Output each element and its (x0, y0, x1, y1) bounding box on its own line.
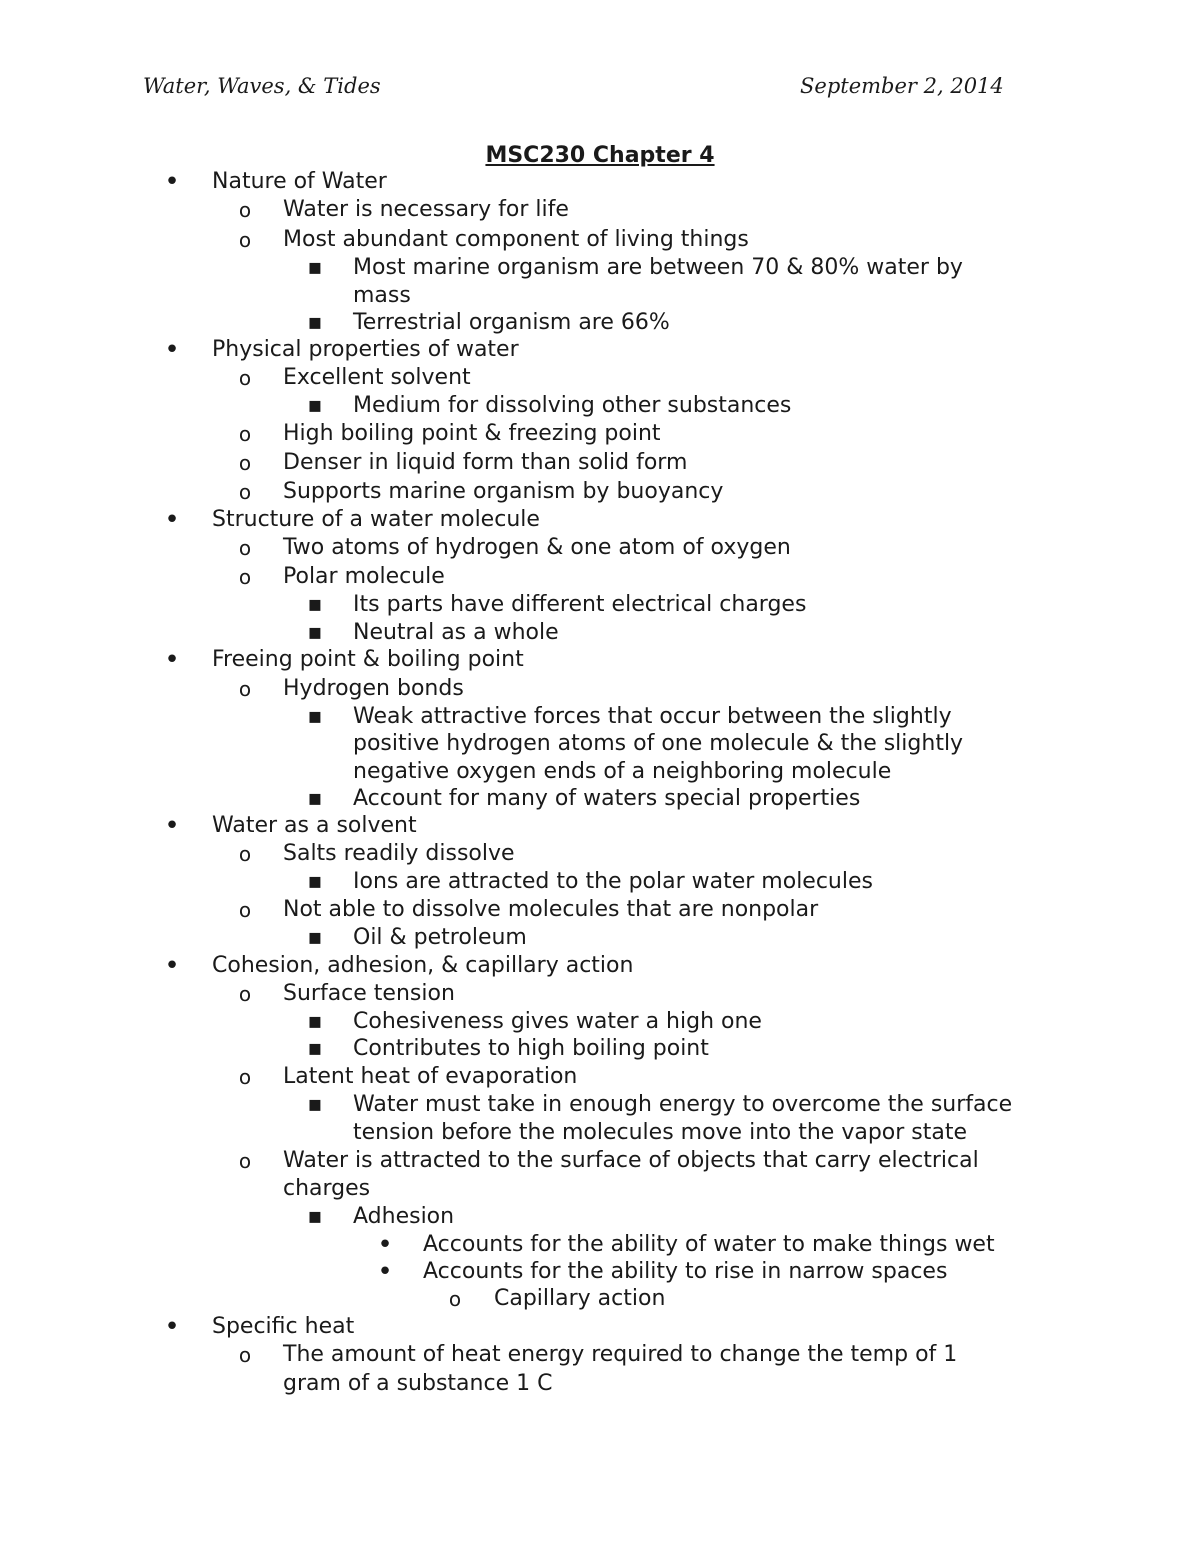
outline-item-text: Medium for dissolving other substances (353, 393, 792, 418)
outline-item-text: Freeing point & boiling point (212, 647, 524, 672)
outline-item-level-2 (0, 1008, 1200, 1036)
circle-bullet-icon (235, 1147, 255, 1176)
outline-item-level-2 (0, 758, 1200, 786)
outline-item-text: negative oxygen ends of a neighboring molecule (353, 759, 892, 784)
outline-item-level-2 (0, 254, 1200, 282)
outline-item-text: Cohesion, adhesion, & capillary action (212, 953, 634, 978)
outline-item-level-2 (0, 703, 1200, 731)
outline-item-level-2 (0, 924, 1200, 952)
outline-item-text: Hydrogen bonds (283, 676, 464, 701)
circle-bullet-icon (235, 840, 255, 869)
outline-item-text: Water must take in enough energy to overcome the surface (353, 1092, 1013, 1117)
disc-bullet-icon (162, 646, 182, 676)
circle-bullet-icon (235, 196, 255, 225)
circle-bullet-icon (235, 478, 255, 507)
square-bullet-icon (305, 254, 325, 282)
outline-item-level-2 (0, 730, 1200, 758)
document-header-left: Water, Waves, & Tides (143, 74, 381, 98)
outline-item-text: Salts readily dissolve (283, 841, 515, 866)
outline-item-text: Its parts have different electrical charges (353, 592, 807, 617)
outline-item-level-0 (0, 336, 1200, 364)
square-bullet-icon (305, 924, 325, 952)
outline-item-text: Weak attractive forces that occur between the slightly (353, 704, 952, 729)
outline-item-text: Capillary action (494, 1286, 666, 1311)
disc-bullet-icon (162, 506, 182, 536)
outline-item-level-1 (0, 896, 1200, 924)
disc-bullet-icon (162, 952, 182, 982)
square-bullet-icon (305, 1008, 325, 1036)
disc-bullet-icon (375, 1258, 395, 1288)
outline-item-text: Two atoms of hydrogen & one atom of oxygen (283, 535, 791, 560)
outline-item-level-2 (0, 868, 1200, 896)
outline-item-text: Surface tension (283, 981, 455, 1006)
square-bullet-icon (305, 785, 325, 813)
outline-item-level-1 (0, 420, 1200, 448)
outline-item-level-2 (0, 282, 1200, 310)
outline-item-level-0 (0, 1313, 1200, 1341)
outline-item-text: Nature of Water (212, 169, 387, 194)
outline-item-level-1 (0, 1063, 1200, 1091)
outline-item-text: Polar molecule (283, 564, 445, 589)
circle-bullet-icon (235, 896, 255, 925)
outline-item-text: Most marine organism are between 70 & 80% water by (353, 255, 963, 280)
outline-item-level-4 (0, 1285, 1200, 1313)
square-bullet-icon (305, 1203, 325, 1231)
outline-item-text: mass (353, 283, 411, 308)
square-bullet-icon (305, 309, 325, 337)
outline-item-level-2 (0, 392, 1200, 420)
outline-item-level-2 (0, 1203, 1200, 1231)
circle-bullet-icon (235, 226, 255, 255)
outline-item-level-1 (0, 1370, 1200, 1398)
outline-item-text: Account for many of waters special properties (353, 786, 861, 811)
circle-bullet-icon (235, 1341, 255, 1370)
outline-item-text: Latent heat of evaporation (283, 1064, 578, 1089)
circle-bullet-icon (235, 980, 255, 1009)
outline-item-level-0 (0, 646, 1200, 674)
outline-item-text: tension before the molecules move into the vapor state (353, 1120, 968, 1145)
outline-item-text: Denser in liquid form than solid form (283, 450, 688, 475)
outline-item-text: Neutral as a whole (353, 620, 559, 645)
outline-item-text: Oil & petroleum (353, 925, 527, 950)
outline-item-text: Cohesiveness gives water a high one (353, 1009, 762, 1034)
outline-item-level-1 (0, 1175, 1200, 1203)
outline-item-level-1 (0, 980, 1200, 1008)
square-bullet-icon (305, 1091, 325, 1119)
square-bullet-icon (305, 868, 325, 896)
outline-item-text: charges (283, 1176, 371, 1201)
disc-bullet-icon (162, 336, 182, 366)
outline-item-text: Structure of a water molecule (212, 507, 540, 532)
outline-item-text: Water as a solvent (212, 813, 417, 838)
outline-item-level-1 (0, 364, 1200, 392)
outline-item-level-1 (0, 840, 1200, 868)
outline-item-text: Water is attracted to the surface of objects that carry electrical (283, 1148, 979, 1173)
circle-bullet-icon (235, 420, 255, 449)
outline-item-level-2 (0, 785, 1200, 813)
outline-item-text: Excellent solvent (283, 365, 471, 390)
disc-bullet-icon (162, 168, 182, 198)
outline-item-text: Most abundant component of living things (283, 227, 749, 252)
document-header-date: September 2, 2014 (800, 74, 1004, 98)
outline-item-text: High boiling point & freezing point (283, 421, 661, 446)
outline-item-level-0 (0, 168, 1200, 196)
outline-item-text: Water is necessary for life (283, 197, 569, 222)
outline-item-level-1 (0, 226, 1200, 254)
outline-item-level-1 (0, 196, 1200, 224)
outline-item-text: Accounts for the ability of water to make things wet (423, 1232, 995, 1257)
circle-bullet-icon (235, 1063, 255, 1092)
outline-item-level-0 (0, 812, 1200, 840)
circle-bullet-icon (445, 1285, 465, 1314)
outline-item-text: Adhesion (353, 1204, 455, 1229)
page-title: MSC230 Chapter 4 (485, 143, 715, 168)
outline-item-level-2 (0, 619, 1200, 647)
outline-item-level-0 (0, 506, 1200, 534)
outline-item-level-3 (0, 1231, 1200, 1259)
square-bullet-icon (305, 392, 325, 420)
outline-item-text: Supports marine organism by buoyancy (283, 479, 724, 504)
outline-item-text: Ions are attracted to the polar water molecules (353, 869, 873, 894)
outline-item-level-1 (0, 1147, 1200, 1175)
circle-bullet-icon (235, 534, 255, 563)
square-bullet-icon (305, 703, 325, 731)
outline-item-level-1 (0, 478, 1200, 506)
disc-bullet-icon (162, 1313, 182, 1343)
outline-item-text: positive hydrogen atoms of one molecule & the slightly (353, 731, 964, 756)
outline-item-level-3 (0, 1258, 1200, 1286)
disc-bullet-icon (162, 812, 182, 842)
circle-bullet-icon (235, 364, 255, 393)
outline-item-text: Not able to dissolve molecules that are nonpolar (283, 897, 819, 922)
outline-item-level-1 (0, 563, 1200, 591)
outline-item-text: Contributes to high boiling point (353, 1036, 709, 1061)
outline-item-level-2 (0, 1035, 1200, 1063)
outline-item-text: Terrestrial organism are 66% (353, 310, 670, 335)
circle-bullet-icon (235, 675, 255, 704)
circle-bullet-icon (235, 449, 255, 478)
outline-item-level-0 (0, 952, 1200, 980)
outline-item-level-1 (0, 1341, 1200, 1369)
outline-item-text: Accounts for the ability to rise in narrow spaces (423, 1259, 948, 1284)
outline-item-level-2 (0, 1091, 1200, 1119)
outline-item-level-1 (0, 534, 1200, 562)
outline-item-text: The amount of heat energy required to change the temp of 1 (283, 1342, 958, 1367)
outline-item-text: Specific heat (212, 1314, 355, 1339)
outline-item-text: gram of a substance 1 C (283, 1371, 553, 1396)
square-bullet-icon (305, 619, 325, 647)
outline-item-level-2 (0, 1119, 1200, 1147)
outline-item-level-1 (0, 675, 1200, 703)
square-bullet-icon (305, 1035, 325, 1063)
outline-item-text: Physical properties of water (212, 337, 519, 362)
outline-item-level-2 (0, 591, 1200, 619)
outline-item-level-1 (0, 449, 1200, 477)
circle-bullet-icon (235, 563, 255, 592)
square-bullet-icon (305, 591, 325, 619)
outline-item-level-2 (0, 309, 1200, 337)
